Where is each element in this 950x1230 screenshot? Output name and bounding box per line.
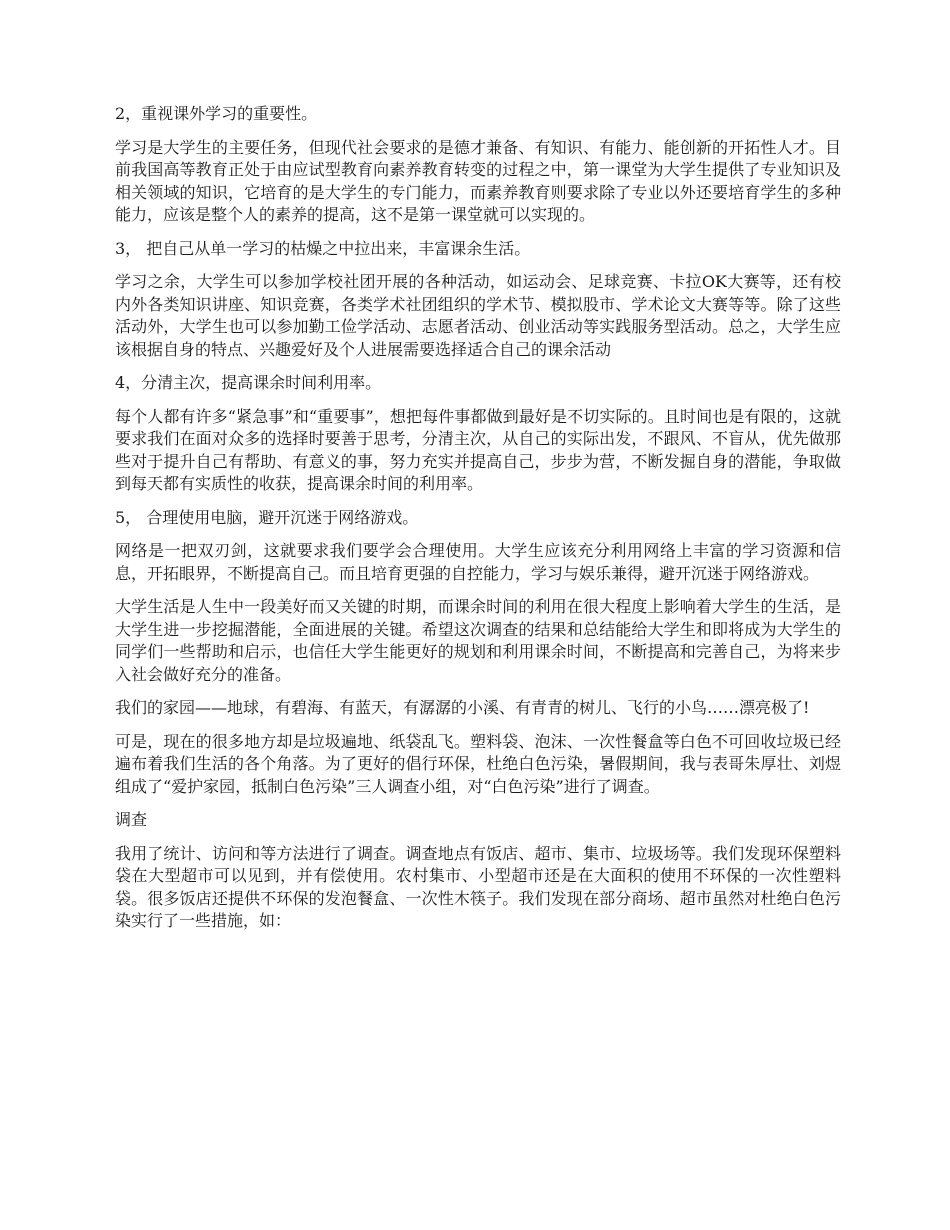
heading-2: 2，重视课外学习的重要性。 xyxy=(115,104,318,123)
heading-3: 3， 把自己从单一学习的枯燥之中拉出来，丰富课余生活。 xyxy=(115,238,531,258)
document-body xyxy=(115,103,841,944)
paragraph: 我们的家园——地球，有碧海、有蓝天，有潺潺的小溪、有青青的树儿、飞行的小鸟……漂亮极了! xyxy=(115,698,810,717)
heading-4: 4，分清主次，提高课余时间利用率。 xyxy=(115,373,382,392)
heading-5: 5， 合理使用电脑，避开沉迷于网络游戏。 xyxy=(115,507,419,527)
paragraph: 大学生活是人生中一段美好而又关键的时期，而课余时间的利用在很大程度上影响着大学生的生活，是大学生进一步挖掘潜能，全面进展的关键。希望这次调查的结果和总结能给大学生和即将成为大学生的同学们一些帮助和启示，也信任大学生能更好的规划和利用课余时间，不断提高和完善自己，为将来步入社会做好充分的准备。 xyxy=(115,597,841,684)
paragraph: 网络是一把双刃剑，这就要求我们要学会合理使用。大学生应该充分利用网络上丰富的学习资源和信息，开拓眼界，不断提高自己。而且培育更强的自控能力，学习与娱乐兼得，避开沉迷于网络游戏。 xyxy=(115,541,841,583)
paragraph: 学习之余，大学生可以参加学校社团开展的各种活动，如运动会、足球竞赛、卡拉OK大赛等，还有校内外各类知识讲座、知识竞赛，各类学术社团组织的学术节、模拟股市、学术论文大赛等等。除了这些活动外，大学生也可以参加勤工俭学活动、志愿者活动、创业活动等实践服务型活动。总之，大学生应该根据自身的特点、兴趣爱好及个人进展需要选择适合自己的课余活动 xyxy=(115,272,841,359)
paragraph: 每个人都有许多“紧急事”和“重要事”，想把每件事都做到最好是不切实际的。且时间也是有限的，这就要求我们在面对众多的选择时要善于思考，分清主次，从自己的实际出发，不跟风、不盲从，优先做那些对于提升自己有帮助、有意义的事，努力充实并提高自己，步步为营，不断发掘自身的潜能，争取做到每天都有实质性的收获，提高课余时间的利用率。 xyxy=(115,406,841,493)
paragraph: 我用了统计、访问和等方法进行了调查。调查地点有饭店、超市、集市、垃圾场等。我们发现环保塑料袋在大型超市可以见到，并有偿使用。农村集市、小型超市还是在大面积的使用不环保的一次性塑料袋。很多饭店还提供不环保的发泡餐盒、一次性木筷子。我们发现在部分商场、超市虽然对杜绝白色污染实行了一些措施，如： xyxy=(115,843,841,930)
section-title: 调查 xyxy=(115,810,148,829)
paragraph: 可是，现在的很多地方却是垃圾遍地、纸袋乱飞。塑料袋、泡沫、一次性餐盒等白色不可回收垃圾已经遍布着我们生活的各个角落。为了更好的倡行环保，杜绝白色污染，暑假期间，我与表哥朱厚壮、刘煜组成了“爱护家园，抵制白色污染”三人调查小组，对“白色污染”进行了调查。 xyxy=(115,731,841,796)
paragraph: 学习是大学生的主要任务，但现代社会要求的是德才兼备、有知识、有能力、能创新的开拓性人才。目前我国高等教育正处于由应试型教育向素养教育转变的过程之中，第一课堂为大学生提供了专业知识及相关领域的知识，它培育的是大学生的专门能力，而素养教育则要求除了专业以外还要培育学生的多种能力，应该是整个人的素养的提高，这不是第一课堂就可以实现的。 xyxy=(115,137,841,224)
